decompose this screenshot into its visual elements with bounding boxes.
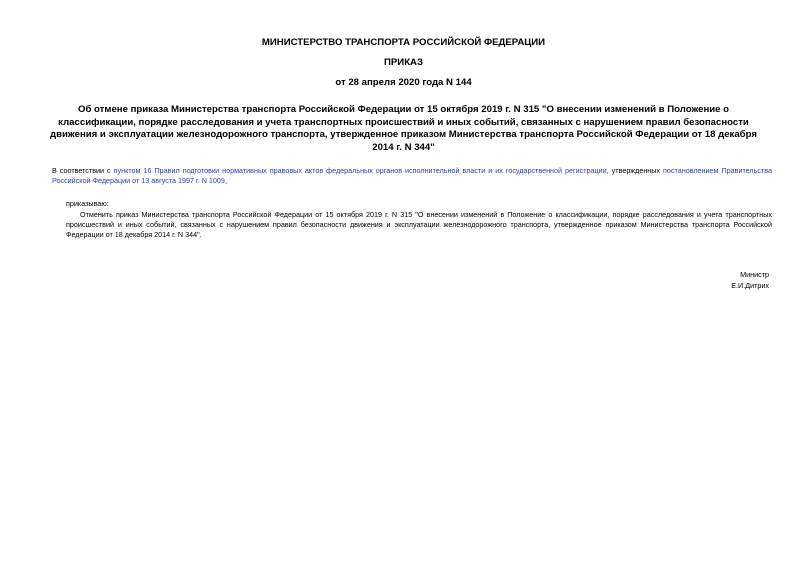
signature-position: Министр	[740, 270, 769, 279]
preamble-suffix: ,	[224, 176, 227, 185]
link-government-decree-1009[interactable]: постановлением Правительства Российской Федерации от 13 августа 1997 г. N 1009	[52, 166, 772, 185]
link-rules-point-16[interactable]: пунктом 16 Правил подготовки нормативных правовых актов федеральных органов исполнительной власти и их государственной регистрации	[113, 166, 607, 175]
preamble-paragraph	[52, 166, 772, 186]
date-number-heading: от 28 апреля 2020 года N 144	[335, 77, 472, 88]
doc-type-heading: ПРИКАЗ	[384, 57, 423, 68]
signature-name: Е.И.Дитрих	[731, 281, 769, 290]
signature-block	[731, 269, 769, 291]
document-title: Об отмене приказа Министерства транспорта Российской Федерации от 15 октября 2019 г. N 315 "О внесении изменений в Положение о классификации, порядке расследования и учета транспортных происшествий и иных событий, связанных с нарушением правил безопасности движения и эксплуатации железнодорожного транспорта, утвержденное приказом Министерства транспорта Российской Федерации от 18 декабря 2014 г. N 344"	[50, 104, 757, 153]
preamble-middle: , утвержденных	[606, 166, 664, 175]
ministry-heading: МИНИСТЕРСТВО ТРАНСПОРТА РОССИЙСКОЙ ФЕДЕРАЦИИ	[261, 37, 546, 48]
order-word: приказываю:	[66, 199, 109, 208]
order-paragraph: Отменить приказ Министерства транспорта Российской Федерации от 15 октября 2019 г. N 315 "О внесении изменений в Положение о классификации, порядке расследования и учета транспортных происшествий и иных событий, связанных с нарушением правил безопасности движения и эксплуатации железнодорожного транспорта, утвержденное приказом Министерства транспорта Российской Федерации от 18 декабря 2014 г. N 344".	[66, 210, 772, 239]
preamble-prefix: В соответствии с	[52, 166, 114, 175]
